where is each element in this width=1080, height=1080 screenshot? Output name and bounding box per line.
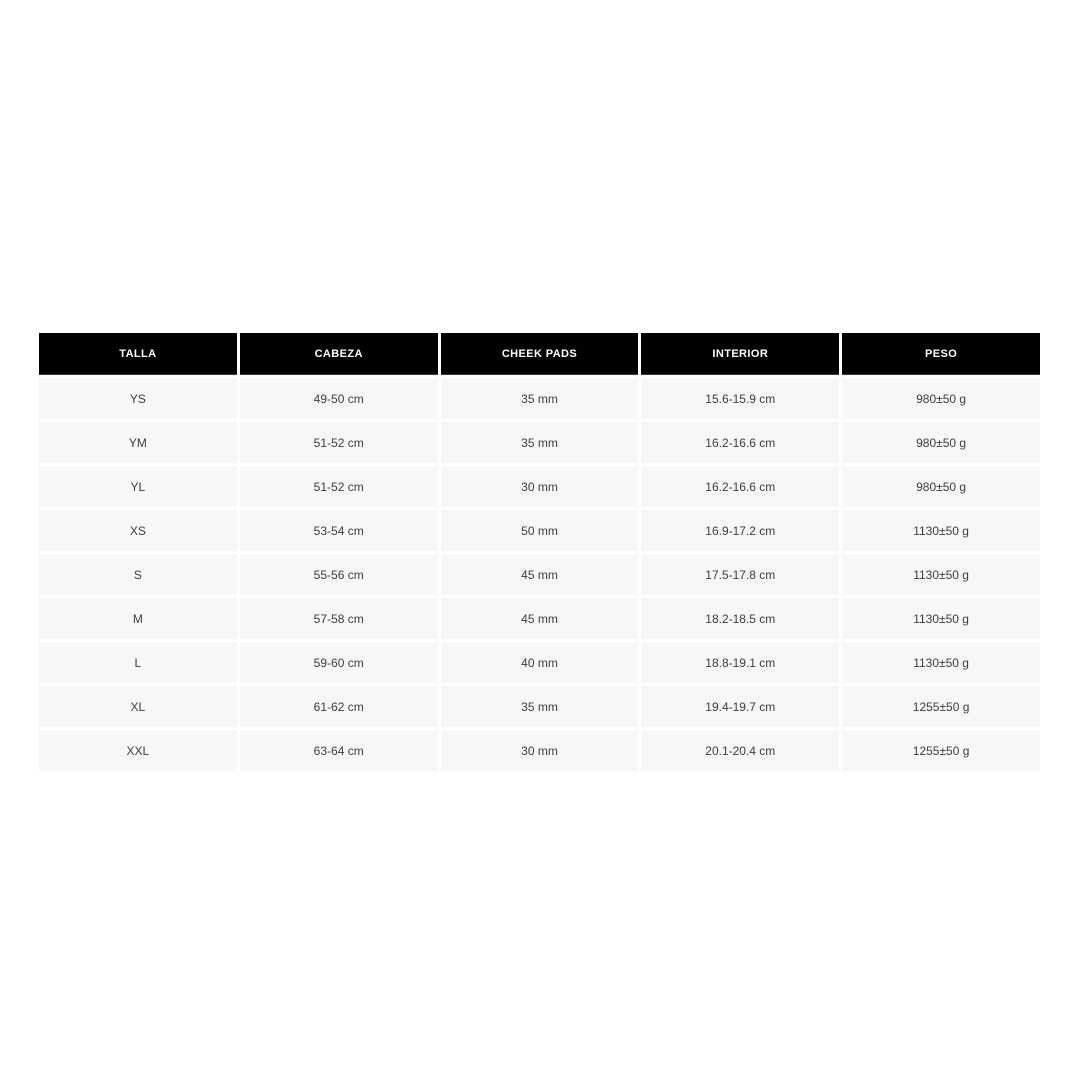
table-row <box>39 378 1040 419</box>
column-header-talla: TALLA <box>39 333 237 375</box>
table-cell: 16.9-17.2 cm <box>641 510 839 551</box>
table-cell: YS <box>39 378 237 419</box>
table-row <box>39 466 1040 507</box>
table-cell: 49-50 cm <box>240 378 438 419</box>
table-row <box>39 642 1040 683</box>
table-cell: 980±50 g <box>842 466 1040 507</box>
table-cell: XL <box>39 686 237 727</box>
column-header-interior: INTERIOR <box>641 333 839 375</box>
table-cell: 19.4-19.7 cm <box>641 686 839 727</box>
table-cell: S <box>39 554 237 595</box>
table-cell: 980±50 g <box>842 378 1040 419</box>
column-header-peso: PESO <box>842 333 1040 375</box>
table-cell: 18.8-19.1 cm <box>641 642 839 683</box>
table-row <box>39 686 1040 727</box>
table-cell: 59-60 cm <box>240 642 438 683</box>
column-header-cabeza: CABEZA <box>240 333 438 375</box>
table-cell: 30 mm <box>441 730 639 771</box>
table-cell: 1255±50 g <box>842 730 1040 771</box>
table-cell: 15.6-15.9 cm <box>641 378 839 419</box>
table-cell: 51-52 cm <box>240 466 438 507</box>
table-row <box>39 422 1040 463</box>
table-cell: 1255±50 g <box>842 686 1040 727</box>
table-cell: 18.2-18.5 cm <box>641 598 839 639</box>
table-cell: YL <box>39 466 237 507</box>
table-cell: 35 mm <box>441 686 639 727</box>
table-cell: 53-54 cm <box>240 510 438 551</box>
table-row <box>39 598 1040 639</box>
table-cell: 61-62 cm <box>240 686 438 727</box>
table-cell: XXL <box>39 730 237 771</box>
table-cell: 51-52 cm <box>240 422 438 463</box>
table-cell: 45 mm <box>441 598 639 639</box>
table-cell: 16.2-16.6 cm <box>641 422 839 463</box>
table-cell: YM <box>39 422 237 463</box>
table-cell: 1130±50 g <box>842 554 1040 595</box>
table-row <box>39 554 1040 595</box>
table-header-row <box>39 333 1040 375</box>
table-cell: 40 mm <box>441 642 639 683</box>
table-cell: 35 mm <box>441 422 639 463</box>
table-cell: 35 mm <box>441 378 639 419</box>
table-cell: 1130±50 g <box>842 598 1040 639</box>
table-cell: M <box>39 598 237 639</box>
table-row <box>39 730 1040 771</box>
column-header-cheek-pads: CHEEK PADS <box>441 333 639 375</box>
table-cell: 16.2-16.6 cm <box>641 466 839 507</box>
table-cell: XS <box>39 510 237 551</box>
table-cell: 57-58 cm <box>240 598 438 639</box>
table-cell: 30 mm <box>441 466 639 507</box>
table-cell: 1130±50 g <box>842 510 1040 551</box>
size-chart-table <box>39 333 1040 771</box>
table-cell: L <box>39 642 237 683</box>
table-cell: 55-56 cm <box>240 554 438 595</box>
table-cell: 20.1-20.4 cm <box>641 730 839 771</box>
table-cell: 1130±50 g <box>842 642 1040 683</box>
table-cell: 980±50 g <box>842 422 1040 463</box>
table-row <box>39 510 1040 551</box>
table-cell: 63-64 cm <box>240 730 438 771</box>
table-cell: 50 mm <box>441 510 639 551</box>
table-cell: 45 mm <box>441 554 639 595</box>
table-cell: 17.5-17.8 cm <box>641 554 839 595</box>
table-body <box>39 378 1040 771</box>
